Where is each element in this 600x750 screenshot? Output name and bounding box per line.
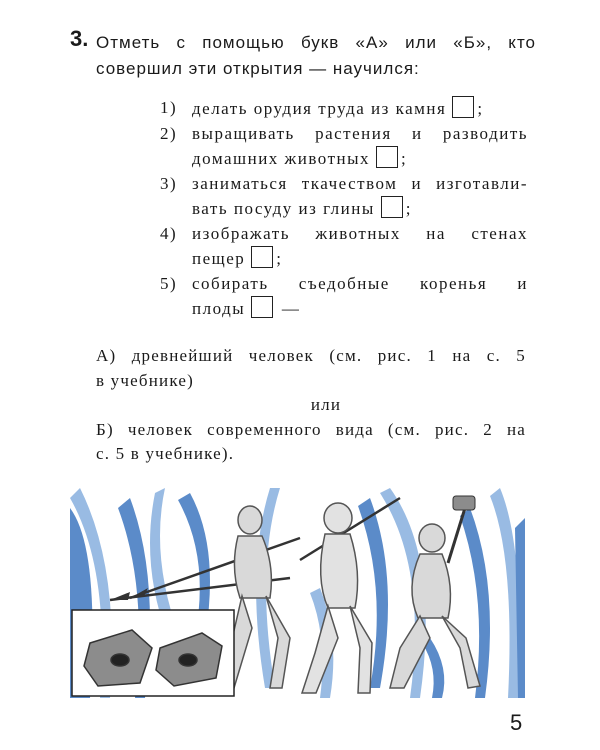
answer-box[interactable] (251, 246, 273, 268)
option-b-line-2: с. 5 в учебнике). (96, 444, 235, 463)
item-text: делать орудия труда из камня (192, 99, 447, 118)
item-text-line (192, 246, 528, 272)
answer-box[interactable] (376, 146, 398, 168)
option-b-line-1: Б) человек современного вида (см. рис. 2 на (96, 419, 526, 439)
item-text: домашних животных (192, 149, 371, 168)
list-item-3 (160, 172, 528, 222)
option-a-line-1: А) древнейший человек (см. рис. 1 на с. 5 (96, 346, 526, 365)
item-suffix: ; (405, 199, 413, 218)
answer-box[interactable] (381, 196, 403, 218)
list-item-5 (160, 272, 528, 322)
primitive-hunters-illustration (70, 488, 525, 698)
list-item-2 (160, 122, 528, 172)
item-number: 5) (160, 273, 178, 293)
answer-box[interactable] (452, 96, 474, 118)
item-suffix: — (281, 299, 301, 318)
item-number: 3) (160, 173, 178, 193)
item-text-line (192, 96, 528, 122)
option-a-line-2: в учебнике) (96, 370, 194, 390)
item-text: пещер (192, 249, 246, 268)
hunters-scene (70, 488, 525, 698)
stone-hammer (453, 496, 475, 510)
item-text-line: собирать съедобные коренья и (192, 273, 528, 293)
page-number: 5 (510, 710, 523, 735)
answer-box[interactable] (251, 296, 273, 318)
prompt-line-2: совершил эти открытия — научился: (96, 59, 420, 78)
item-text-line: заниматься ткачеством и изготавли- (192, 173, 528, 193)
task-number: 3. (70, 26, 89, 51)
item-text-line: изображать животных на стенах (192, 223, 528, 243)
item-text-line: выращивать растения и разводить (192, 123, 528, 143)
item-suffix: ; (401, 149, 408, 168)
item-text: вать посуду из глины (192, 199, 375, 218)
item-number: 1) (160, 98, 178, 117)
or-separator: или (310, 395, 342, 414)
item-text-line (192, 146, 528, 172)
item-suffix: ; (276, 249, 283, 268)
item-number: 2) (160, 123, 178, 143)
item-suffix: ; (477, 99, 484, 118)
discoveries-list (160, 96, 528, 322)
prompt-line-1: Отметь с помощью букв «А» или «Б», кто (96, 33, 536, 52)
item-text-line (192, 196, 528, 222)
item-text-line (192, 296, 528, 322)
answer-options (96, 344, 526, 467)
list-item-1 (160, 96, 528, 122)
item-number: 4) (160, 223, 178, 243)
item-text: плоды (192, 299, 246, 318)
list-item-4 (160, 222, 528, 272)
task-prompt (96, 30, 536, 82)
